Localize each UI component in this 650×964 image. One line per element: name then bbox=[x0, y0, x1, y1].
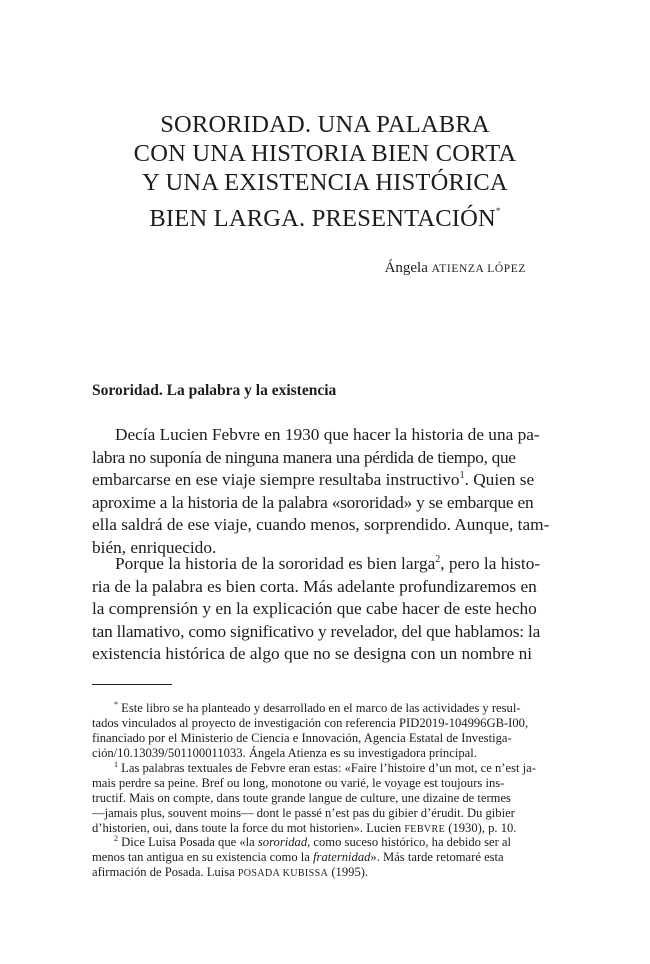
emphasis: sororidad bbox=[257, 835, 308, 849]
footnote-text: (1930), p. 10. bbox=[448, 821, 517, 835]
chapter-title bbox=[100, 110, 550, 233]
footnote-line: tados vinculados al proyecto de investigación con referencia PID2019-104996GB-I00, bbox=[92, 716, 529, 730]
title-line: CON UNA HISTORIA BIEN CORTA bbox=[133, 140, 517, 167]
emphasis: fraternidad bbox=[313, 850, 371, 864]
footnote-line bbox=[92, 835, 542, 850]
text-line: bién, enriquecido. bbox=[92, 537, 217, 557]
footnote-text: d’historien, oui, dans toute la force du mot historien». Lucien bbox=[92, 821, 402, 835]
footnote-mark: 1 bbox=[114, 760, 118, 769]
footnote-text: (1995). bbox=[331, 865, 369, 879]
author-name bbox=[385, 260, 526, 277]
footnote-line: ción/10.13039/501100011033. Ángela Atienza es su investigadora principal. bbox=[92, 746, 477, 760]
footnote-mark: * bbox=[114, 700, 118, 709]
footnote-line: financiado por el Ministerio de Ciencia e Innovación, Agencia Estatal de Investiga- bbox=[92, 731, 512, 745]
footnote-line bbox=[92, 761, 542, 776]
text-line bbox=[92, 469, 542, 492]
footnote-text: Dice Luisa Posada que «la bbox=[121, 835, 255, 849]
text-segment: , pero la histo- bbox=[440, 554, 541, 573]
text-line: aproxime a la historia de la palabra «sororidad» y se embarque en bbox=[92, 492, 534, 512]
text-line: Decía Lucien Febvre en 1930 que hacer la historia de una pa- bbox=[115, 425, 540, 444]
cited-author: FEBVRE bbox=[404, 824, 446, 835]
footnote-2 bbox=[92, 835, 542, 881]
author-last-name: ATIENZA LÓPEZ bbox=[431, 263, 526, 275]
cited-author: POSADA KUBISSA bbox=[237, 868, 329, 879]
paragraph-1 bbox=[92, 424, 550, 560]
footnote-line bbox=[92, 701, 542, 716]
footnote-line bbox=[92, 865, 542, 881]
text-line bbox=[92, 553, 542, 576]
text-segment: embarcarse en ese viaje siempre resultaba instructivo bbox=[92, 470, 460, 490]
text-segment: . Quien se bbox=[464, 470, 535, 490]
text-line: la comprensión y en la explicación que cabe hacer de este hecho bbox=[92, 599, 537, 619]
text-line: labra no suponía de ninguna manera una pérdida de tiempo, que bbox=[92, 447, 516, 467]
text-line: tan llamativo, como significativo y revelador, del que hablamos: la bbox=[92, 621, 541, 641]
footnote-text: afirmación de Posada. Luisa bbox=[92, 865, 235, 879]
footnote-text: Este libro se ha planteado y desarrollado en el marco de las actividades y resul- bbox=[121, 701, 521, 715]
footnote-text: menos tan antigua en su existencia como la bbox=[92, 850, 310, 864]
title-line-text: BIEN LARGA. PRESENTACIÓN bbox=[149, 205, 496, 232]
paragraph-2 bbox=[92, 553, 542, 666]
footnote-ref-2[interactable]: 2 bbox=[435, 554, 441, 565]
title-line: Y UNA EXISTENCIA HISTÓRICA bbox=[142, 169, 508, 196]
footnote-line: mais perdre sa peine. Bref ou long, monotone ou varié, le voyage est toujours ins- bbox=[92, 776, 505, 790]
title-line bbox=[100, 197, 550, 233]
text-line: ria de la palabra es bien corta. Más adelante profundizaremos en bbox=[92, 576, 537, 596]
author-first-name: Ángela bbox=[384, 260, 428, 276]
footnote-mark: 2 bbox=[114, 834, 118, 843]
text-line: ella saldrá de ese viaje, cuando menos, sorprendido. Aunque, tam- bbox=[92, 515, 550, 535]
footnote-1 bbox=[92, 761, 542, 837]
footnote-text: ». Más tarde retomaré esta bbox=[370, 850, 504, 864]
text-segment: Porque la historia de la sororidad es bien larga bbox=[115, 554, 436, 573]
footnote-text: , como suceso histórico, ha debido ser al bbox=[307, 835, 512, 849]
footnote-star bbox=[92, 701, 542, 761]
footnote-line: —jamais plus, souvent moins— dont le passé n’est pas du gibier d’érudit. Du gibier bbox=[92, 806, 515, 820]
footnote-text: Las palabras textuales de Febvre eran estas: «Faire l’histoire d’un mot, ce n’est ja- bbox=[121, 761, 536, 775]
footnote-separator bbox=[92, 684, 172, 685]
footnote-line bbox=[92, 850, 542, 865]
title-footnote-mark[interactable]: * bbox=[495, 206, 501, 216]
footnote-line: tructif. Mais on compte, dans toute grande langue de culture, une dizaine de termes bbox=[92, 791, 511, 805]
footnote-ref-1[interactable]: 1 bbox=[459, 470, 465, 482]
title-line: SORORIDAD. UNA PALABRA bbox=[160, 111, 490, 138]
section-heading: Sororidad. La palabra y la existencia bbox=[92, 382, 337, 399]
text-line: existencia histórica de algo que no se designa con un nombre ni bbox=[92, 644, 533, 664]
